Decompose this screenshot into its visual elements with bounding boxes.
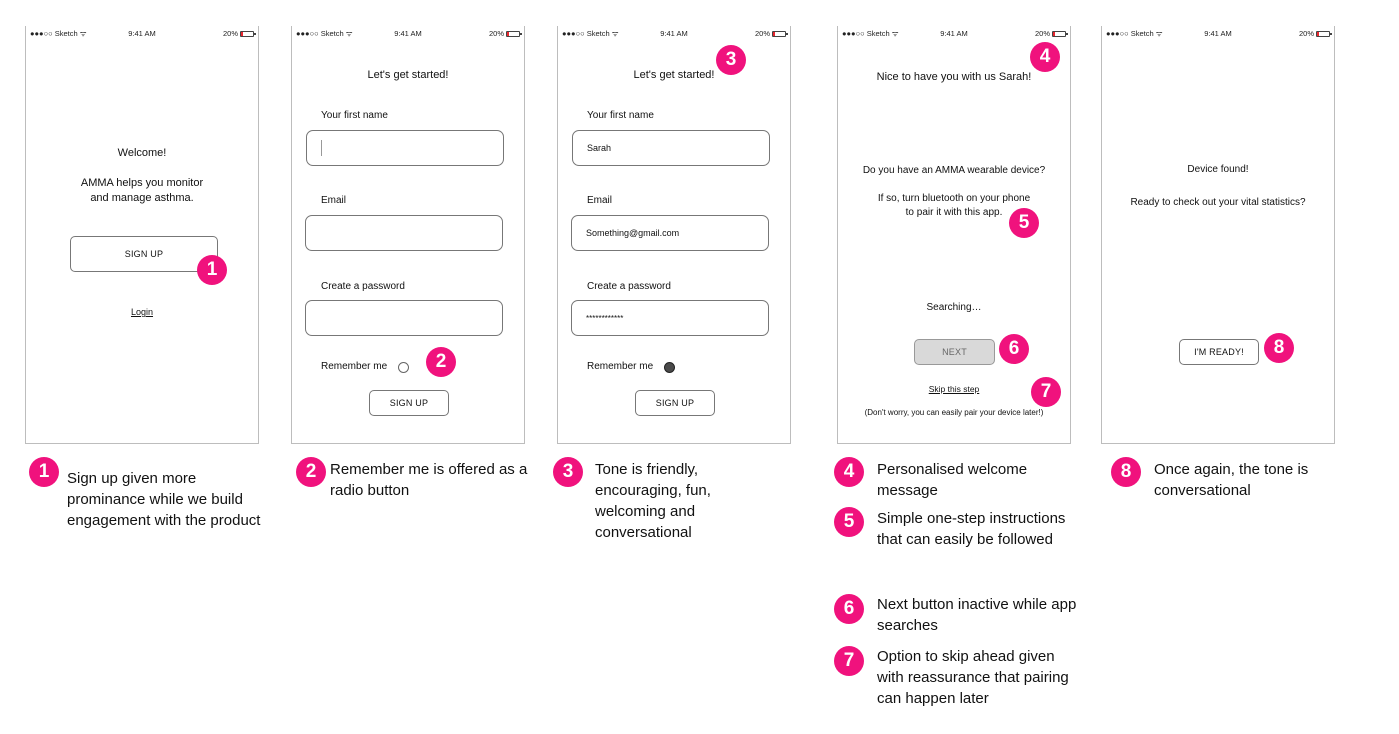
annotation-2: Remember me is offered as a radio button bbox=[330, 461, 528, 499]
battery-icon bbox=[1316, 31, 1330, 37]
status-bar bbox=[558, 26, 790, 40]
instruction-line-1: If so, turn bluetooth on your phone bbox=[877, 193, 1031, 204]
signup-button[interactable]: SIGN UP bbox=[369, 390, 449, 416]
searching-status: Searching… bbox=[926, 302, 982, 313]
clock: 9:41 AM bbox=[940, 29, 968, 38]
wifi-icon: ᯤ bbox=[345, 29, 353, 38]
callout-badge-2: 2 bbox=[426, 347, 456, 377]
carrier-signal: ●●●○○ Sketch ᯤ bbox=[1106, 29, 1163, 38]
skip-step-link[interactable]: Skip this step bbox=[928, 384, 980, 394]
text-caret bbox=[321, 140, 322, 156]
description-line-2: and manage asthma. bbox=[90, 192, 194, 204]
annotation-badge-2: 2 bbox=[296, 457, 326, 487]
next-button-disabled[interactable]: NEXT bbox=[914, 339, 995, 365]
phone-screen-welcome bbox=[25, 26, 259, 444]
callout-badge-3: 3 bbox=[716, 45, 746, 75]
page-title: Let's get started! bbox=[367, 69, 449, 81]
password-input[interactable] bbox=[305, 300, 503, 336]
battery-percent: 20% bbox=[1034, 29, 1050, 38]
annotation-8: Once again, the tone is conversational bbox=[1154, 461, 1309, 499]
email-label: Email bbox=[587, 195, 613, 206]
reassurance-text: (Don't worry, you can easily pair your device later!) bbox=[864, 408, 1044, 417]
carrier-signal: ●●●○○ Sketch ᯤ bbox=[30, 29, 87, 38]
annotation-badge-1: 1 bbox=[29, 457, 59, 487]
remember-me-label: Remember me bbox=[321, 361, 388, 372]
annotation-7: Option to skip ahead given with reassurance that pairing can happen later bbox=[877, 648, 1069, 707]
annotation-badge-5: 5 bbox=[834, 507, 864, 537]
wifi-icon: ᯤ bbox=[891, 29, 899, 38]
battery-icon bbox=[772, 31, 786, 37]
callout-badge-5: 5 bbox=[1009, 208, 1039, 238]
description-line-1: AMMA helps you monitor bbox=[80, 177, 204, 189]
callout-badge-7: 7 bbox=[1031, 377, 1061, 407]
device-found-heading: Device found! bbox=[1187, 164, 1249, 175]
annotation-badge-6: 6 bbox=[834, 594, 864, 624]
page-title: Let's get started! bbox=[633, 69, 715, 81]
callout-badge-1: 1 bbox=[197, 255, 227, 285]
annotation-1: Sign up given more prominance while we build engagement with the product bbox=[67, 470, 261, 529]
clock: 9:41 AM bbox=[128, 29, 156, 38]
annotation-5: Simple one-step instructions that can easily be followed bbox=[877, 510, 1066, 548]
annotation-6: Next button inactive while app searches bbox=[877, 596, 1077, 634]
battery-percent: 20% bbox=[754, 29, 770, 38]
im-ready-button[interactable]: I'M READY! bbox=[1179, 339, 1259, 365]
password-label: Create a password bbox=[321, 281, 405, 292]
battery-icon bbox=[506, 31, 520, 37]
status-bar bbox=[1102, 26, 1334, 40]
password-input[interactable]: ************ bbox=[571, 300, 769, 336]
annotation-badge-8: 8 bbox=[1111, 457, 1141, 487]
remember-me-radio-selected[interactable] bbox=[664, 362, 675, 373]
callout-badge-4: 4 bbox=[1030, 42, 1060, 72]
signup-button[interactable]: SIGN UP bbox=[70, 236, 218, 272]
clock: 9:41 AM bbox=[660, 29, 688, 38]
status-bar bbox=[292, 26, 524, 40]
instruction-line-2: to pair it with this app. bbox=[905, 207, 1003, 218]
email-label: Email bbox=[321, 195, 347, 206]
annotation-4: Personalised welcome message bbox=[877, 461, 1028, 499]
phone-screen-device-found bbox=[1101, 26, 1335, 444]
first-name-input[interactable]: Sarah bbox=[572, 130, 770, 166]
device-question: Do you have an AMMA wearable device? bbox=[862, 165, 1046, 176]
status-bar bbox=[26, 26, 258, 40]
battery-percent: 20% bbox=[1298, 29, 1314, 38]
battery-percent: 20% bbox=[222, 29, 238, 38]
remember-me-radio[interactable] bbox=[398, 362, 409, 373]
password-label: Create a password bbox=[587, 281, 671, 292]
remember-me-label: Remember me bbox=[587, 361, 654, 372]
battery-percent: 20% bbox=[488, 29, 504, 38]
callout-badge-8: 8 bbox=[1264, 333, 1294, 363]
battery-icon bbox=[1052, 31, 1066, 37]
phone-screen-signup-empty bbox=[291, 26, 525, 444]
carrier-signal: ●●●○○ Sketch ᯤ bbox=[562, 29, 619, 38]
callout-badge-6: 6 bbox=[999, 334, 1029, 364]
clock: 9:41 AM bbox=[394, 29, 422, 38]
battery-icon bbox=[240, 31, 254, 37]
annotation-badge-7: 7 bbox=[834, 646, 864, 676]
email-input[interactable]: Something@gmail.com bbox=[571, 215, 769, 251]
ready-question: Ready to check out your vital statistics? bbox=[1130, 197, 1306, 208]
signup-button[interactable]: SIGN UP bbox=[635, 390, 715, 416]
greeting-heading: Nice to have you with us Sarah! bbox=[876, 71, 1032, 83]
email-input[interactable] bbox=[305, 215, 503, 251]
carrier-signal: ●●●○○ Sketch ᯤ bbox=[842, 29, 899, 38]
carrier-signal: ●●●○○ Sketch ᯤ bbox=[296, 29, 353, 38]
first-name-label: Your first name bbox=[587, 110, 654, 121]
wifi-icon: ᯤ bbox=[1155, 29, 1163, 38]
annotation-3: Tone is friendly, encouraging, fun, welcoming and conversational bbox=[595, 461, 711, 541]
phone-screen-signup-filled bbox=[557, 26, 791, 444]
annotation-badge-3: 3 bbox=[553, 457, 583, 487]
first-name-label: Your first name bbox=[321, 110, 388, 121]
status-bar bbox=[838, 26, 1070, 40]
wifi-icon: ᯤ bbox=[79, 29, 87, 38]
welcome-heading: Welcome! bbox=[117, 147, 167, 159]
clock: 9:41 AM bbox=[1204, 29, 1232, 38]
login-link[interactable]: Login bbox=[130, 307, 154, 317]
annotation-badge-4: 4 bbox=[834, 457, 864, 487]
first-name-input[interactable] bbox=[306, 130, 504, 166]
wifi-icon: ᯤ bbox=[611, 29, 619, 38]
